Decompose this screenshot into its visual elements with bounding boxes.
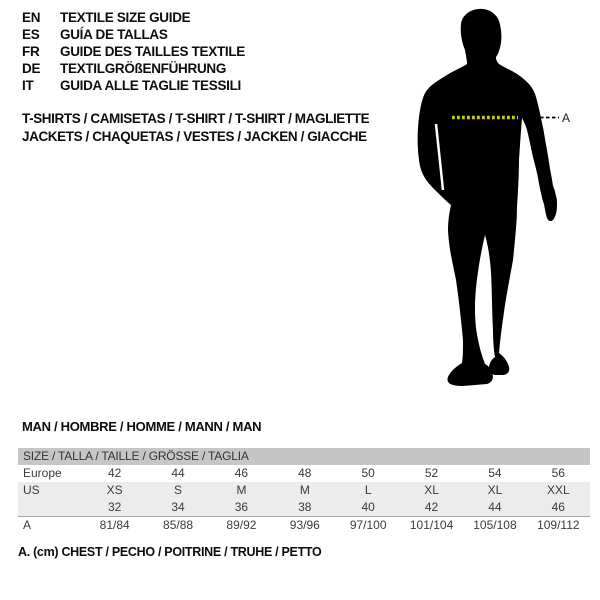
size-cell: 101/104: [409, 518, 454, 532]
size-cell: 32: [108, 500, 122, 514]
product-line-jackets: JACKETS / CHAQUETAS / VESTES / JACKEN / GIACCHE: [22, 129, 367, 144]
row-label: Europe: [23, 466, 62, 480]
size-cell: S: [174, 483, 183, 497]
language-label: TEXTILGRÖßENFÜHRUNG: [60, 61, 227, 76]
language-row: [22, 60, 245, 77]
figure-area: [405, 2, 600, 398]
language-row: [22, 77, 245, 94]
size-cell: 40: [361, 500, 375, 514]
size-cell: 81/84: [99, 518, 130, 532]
size-cell: 46: [234, 466, 249, 480]
male-silhouette: [418, 9, 557, 386]
size-cell: 34: [171, 500, 185, 514]
language-row: [22, 43, 245, 60]
size-cell: 54: [488, 466, 502, 480]
language-label: GUÍA DE TALLAS: [60, 27, 168, 42]
size-cell: XL: [424, 483, 439, 497]
size-table-header: SIZE / TALLA / TAILLE / GRÖSSE / TAGLIA: [18, 448, 590, 465]
measure-label-a: A: [562, 111, 571, 125]
size-cell: M: [236, 483, 247, 497]
measurement-footnote: A. (cm) CHEST / PECHO / POITRINE / TRUHE / PETTO: [18, 545, 322, 559]
size-cell: 52: [424, 466, 439, 480]
language-row: [22, 26, 245, 43]
size-cell: 93/96: [289, 518, 320, 532]
size-cell: 44: [488, 500, 502, 514]
size-cell: 109/112: [537, 518, 580, 532]
size-cell: XXL: [546, 483, 570, 497]
size-cell: 42: [424, 500, 439, 514]
language-code: ES: [22, 27, 40, 42]
language-code: FR: [22, 44, 40, 59]
language-label: TEXTILE SIZE GUIDE: [60, 10, 191, 25]
product-category-lines: [22, 110, 369, 146]
size-cell: M: [299, 483, 310, 497]
size-cell: 44: [171, 466, 185, 480]
row-label: A: [23, 518, 32, 532]
size-cell: 56: [551, 466, 565, 480]
table-row-us: [18, 482, 590, 499]
size-cell: 48: [298, 466, 312, 480]
table-row-chest: [18, 516, 590, 533]
male-silhouette-svg: [405, 2, 600, 398]
size-cell: 38: [298, 500, 312, 514]
size-cell: 85/88: [163, 518, 194, 532]
product-line-tshirts: T-SHIRTS / CAMISETAS / T-SHIRT / T-SHIRT / MAGLIETTE: [22, 111, 370, 126]
size-cell: 36: [234, 500, 249, 514]
size-cell: L: [364, 483, 372, 497]
table-row-numeric: [18, 499, 590, 516]
size-cell: XL: [487, 483, 503, 497]
size-cell: 46: [551, 500, 565, 514]
size-cell: 89/92: [226, 518, 257, 532]
row-label: US: [23, 483, 40, 497]
table-row-europe: [18, 465, 590, 482]
gender-heading: MAN / HOMBRE / HOMME / MANN / MAN: [22, 419, 262, 434]
size-table: [18, 448, 590, 533]
row-label: [18, 499, 83, 516]
size-cell: 50: [361, 466, 375, 480]
size-cell: 42: [108, 466, 122, 480]
size-cell: 105/108: [473, 518, 517, 532]
language-code: DE: [22, 61, 41, 76]
size-cell: 97/100: [349, 518, 387, 532]
language-row: [22, 9, 245, 26]
language-code: IT: [22, 78, 34, 93]
size-cell: XS: [106, 483, 123, 497]
language-code: EN: [22, 10, 41, 25]
language-list: [22, 9, 245, 94]
language-label: GUIDE DES TAILLES TEXTILE: [60, 44, 246, 59]
language-label: GUIDA ALLE TAGLIE TESSILI: [60, 78, 241, 93]
